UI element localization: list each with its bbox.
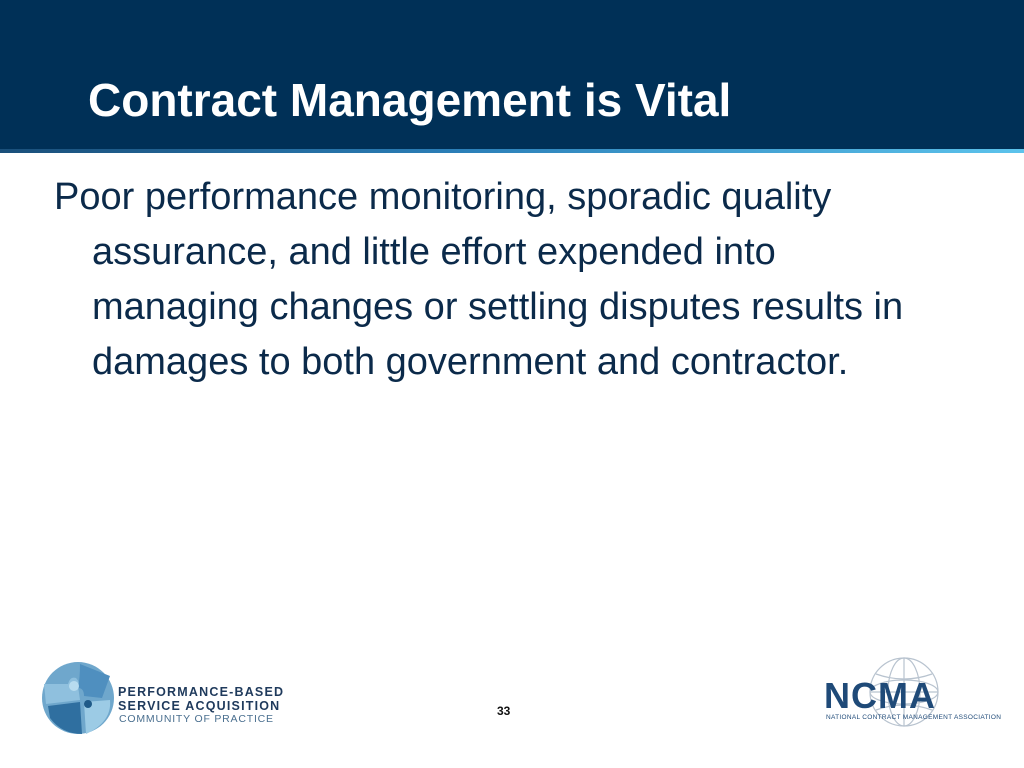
- page-number: 33: [497, 704, 511, 718]
- pbsa-line-performance-based: PERFORMANCE-BASED: [118, 685, 285, 699]
- pbsa-logo: [40, 656, 320, 740]
- ncma-acronym: NCMA: [824, 675, 936, 716]
- pbsa-line-community: COMMUNITY OF PRACTICE: [119, 713, 274, 725]
- title-banner: [0, 0, 1024, 149]
- ncma-logo: [820, 654, 1002, 734]
- accent-divider: [0, 149, 1024, 153]
- pbsa-line-service-acquisition: SERVICE ACQUISITION: [118, 699, 281, 713]
- puzzle-globe-icon: [40, 656, 118, 740]
- ncma-full-name: NATIONAL CONTRACT MANAGEMENT ASSOCIATION: [826, 714, 1002, 721]
- slide-body-text: Poor performance monitoring, sporadic quality assurance, and little effort expended into managing changes or settling disputes results in damages to both government and contractor.: [54, 176, 904, 383]
- slide-title: Contract Management is Vital: [88, 74, 732, 126]
